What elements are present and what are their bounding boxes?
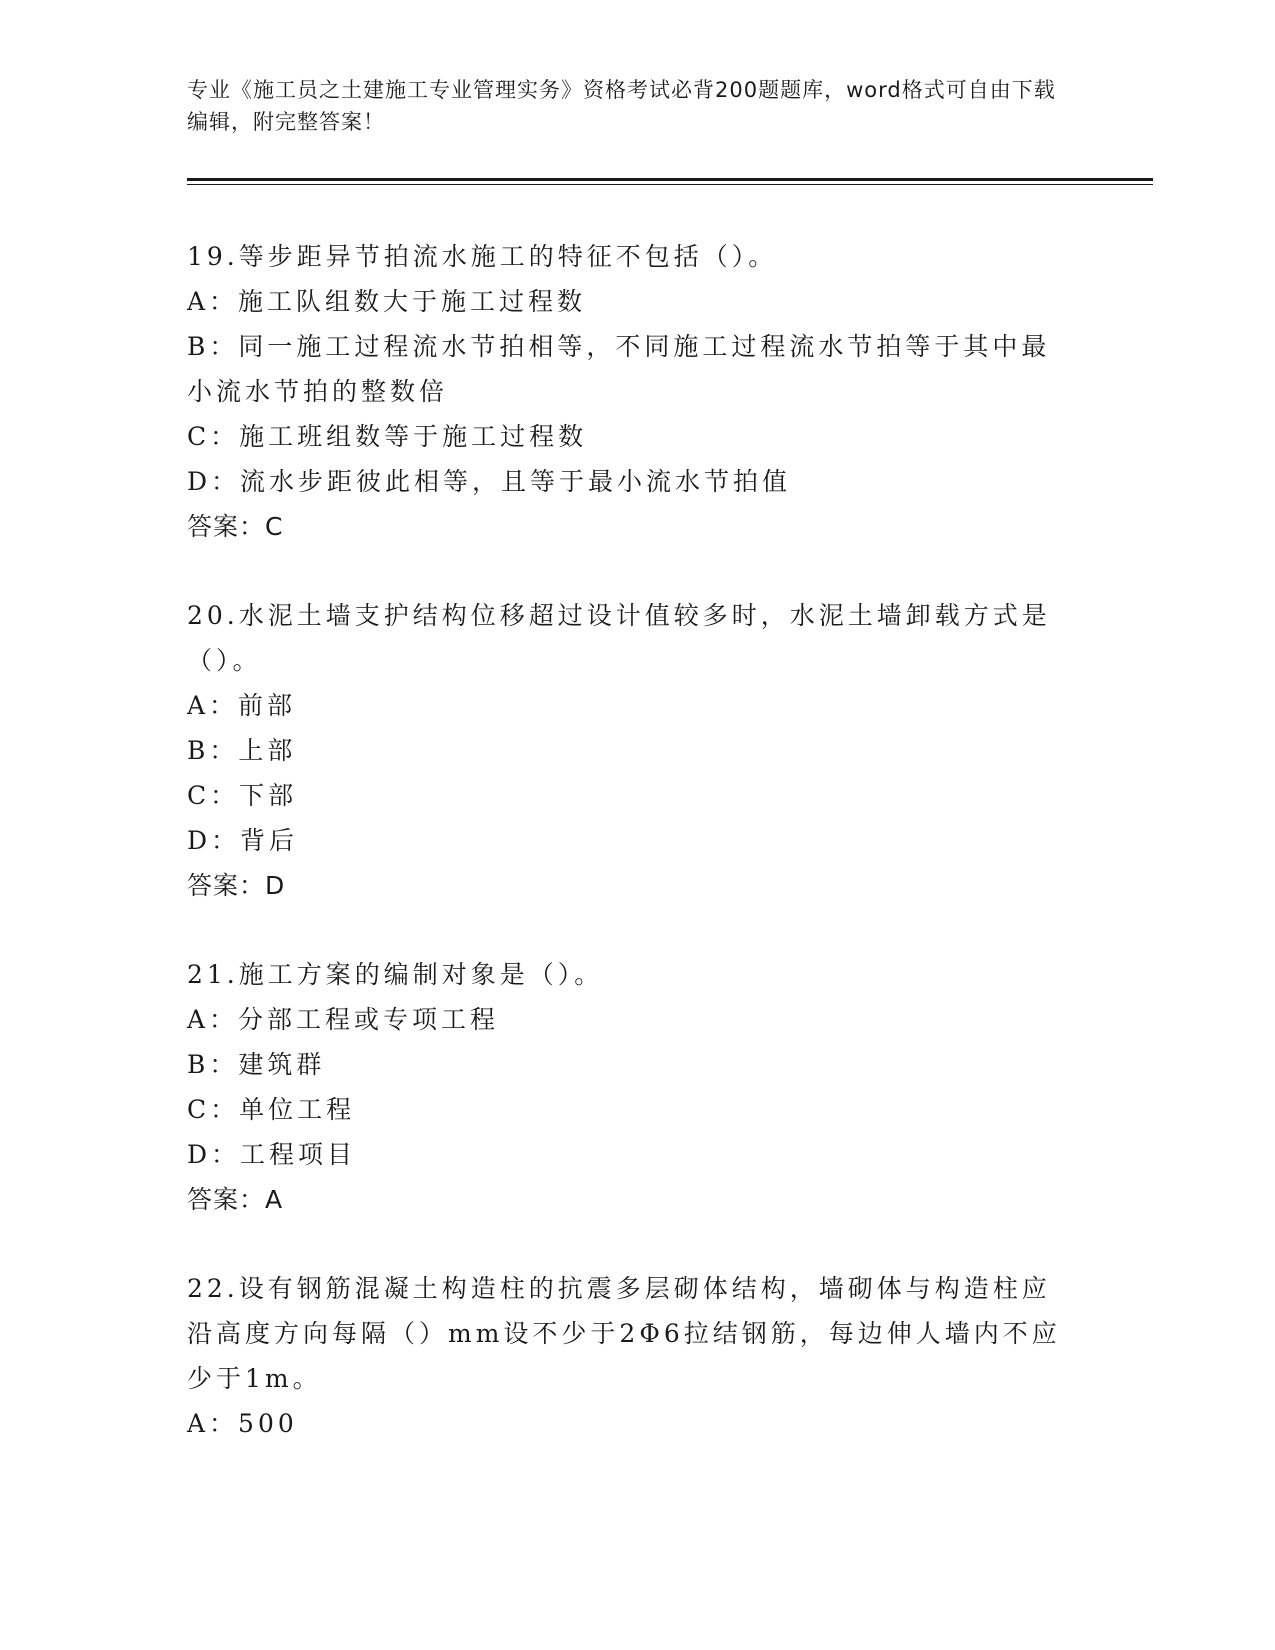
- question-20: [187, 593, 1077, 908]
- question-22: [187, 1266, 1077, 1446]
- answer-label: 答案：: [187, 512, 266, 541]
- question-21: [187, 952, 1077, 1222]
- option-a: A：500: [187, 1409, 298, 1438]
- question-stem: 19.等步距异节拍流水施工的特征不包括（）。: [187, 242, 778, 271]
- answer-label: 答案：: [187, 1185, 266, 1214]
- option-b: B：上部: [187, 736, 297, 765]
- answer-value: D: [265, 871, 285, 900]
- option-d: D：流水步距彼此相等，且等于最小流水节拍值: [187, 467, 792, 496]
- answer-value: C: [265, 512, 283, 541]
- header-divider-thick: [187, 178, 1153, 181]
- option-b: B：建筑群: [187, 1050, 326, 1079]
- answer-line: [187, 504, 1077, 549]
- question-stem: 22.设有钢筋混凝土构造柱的抗震多层砌体结构，墙砌体与构造柱应沿高度方向每隔（）mm设不少于2Φ6拉结钢筋，每边伸人墙内不应少于1m。: [187, 1274, 1061, 1393]
- option-a: A：前部: [187, 691, 297, 720]
- question-list: [187, 234, 1077, 1490]
- answer-line: [187, 863, 1077, 908]
- option-c: C：下部: [187, 781, 298, 810]
- answer-line: [187, 1177, 1077, 1222]
- answer-value: A: [265, 1185, 283, 1214]
- option-d: D：背后: [187, 826, 299, 855]
- question-stem: 21.施工方案的编制对象是（）。: [187, 960, 604, 989]
- header-divider-thin: [187, 184, 1153, 185]
- question-stem: 20.水泥土墙支护结构位移超过设计值较多时，水泥土墙卸载方式是（）。: [187, 601, 1051, 675]
- option-a: A：分部工程或专项工程: [187, 1005, 500, 1034]
- option-d: D：工程项目: [187, 1140, 357, 1169]
- option-c: C：单位工程: [187, 1095, 356, 1124]
- option-b: B：同一施工过程流水节拍相等，不同施工过程流水节拍等于其中最小流水节拍的整数倍: [187, 332, 1051, 406]
- document-header: 专业《施工员之土建施工专业管理实务》资格考试必背200题题库，word格式可自由下载编辑，附完整答案！: [187, 78, 1056, 134]
- option-a: A：施工队组数大于施工过程数: [187, 287, 587, 316]
- option-c: C：施工班组数等于施工过程数: [187, 422, 588, 451]
- answer-label: 答案：: [187, 871, 266, 900]
- question-19: [187, 234, 1077, 549]
